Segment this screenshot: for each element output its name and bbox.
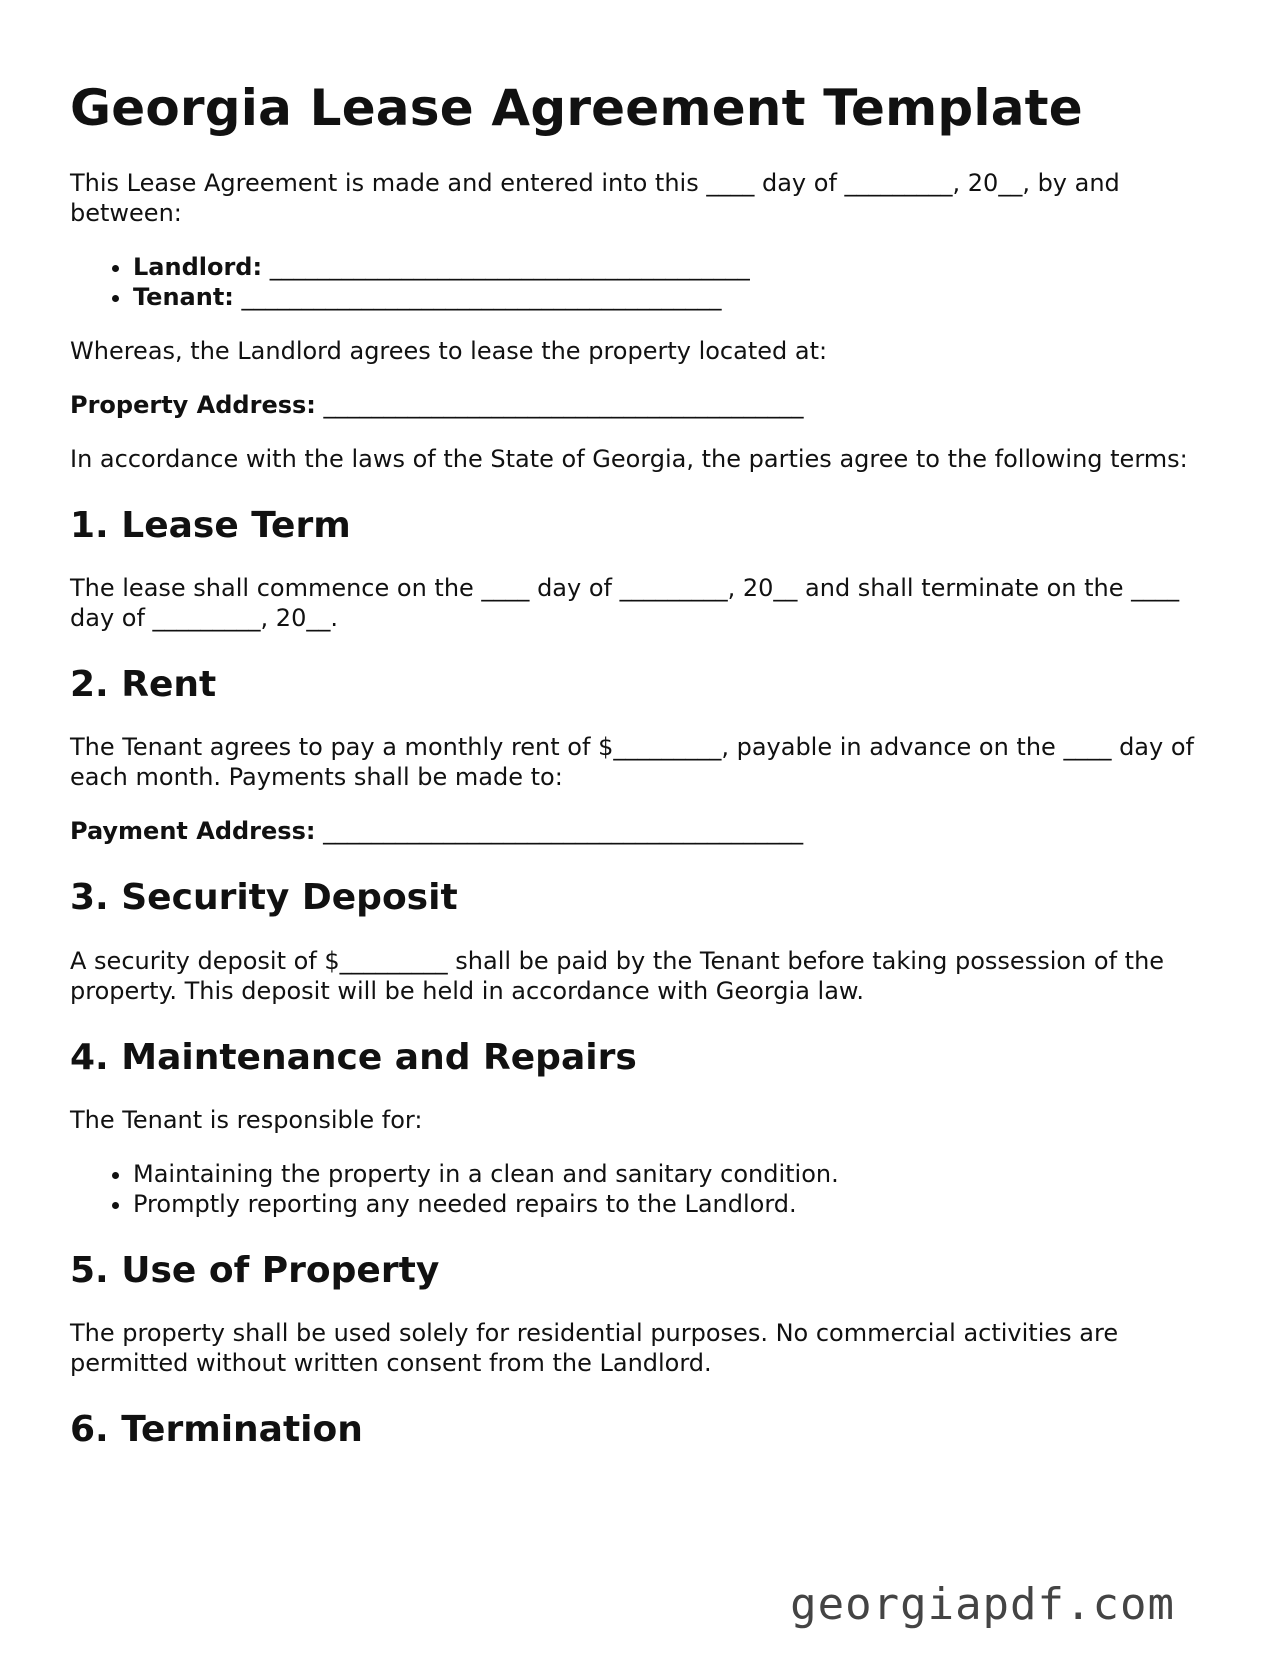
party-label: Tenant:: [133, 283, 234, 311]
party-landlord: [133, 252, 1220, 282]
rent-paragraph: The Tenant agrees to pay a monthly rent of $_________, payable in advance on the ____ day of each month. Payments shall be made to:: [70, 733, 1194, 792]
payment-address-label: Payment Address:: [70, 817, 316, 846]
use-of-property-paragraph: The property shall be used solely for residential purposes. No commercial activities are permitted without written consent from the Landlord.: [70, 1318, 1119, 1377]
section-heading-termination: 6. Termination: [70, 1408, 363, 1450]
lease-term-paragraph: The lease shall commence on the ____ day of _________, 20__ and shall terminate on the ____ day of _________, 20__.: [70, 574, 1180, 633]
section-heading-rent: 2. Rent: [70, 664, 217, 706]
maintenance-paragraph: The Tenant is responsible for:: [70, 1105, 423, 1134]
parties-list: [70, 252, 1220, 312]
security-deposit-paragraph: A security deposit of $_________ shall be paid by the Tenant before taking possession of the property. This deposit will be held in accordance with Georgia law.: [70, 946, 1165, 1005]
property-address-blank: ________________________________________: [323, 391, 804, 419]
intro-paragraph: This Lease Agreement is made and entered into this ____ day of _________, 20__, by and between:: [70, 169, 1120, 227]
whereas-paragraph: Whereas, the Landlord agrees to lease the property located at:: [70, 337, 828, 365]
document-title: Georgia Lease Agreement Template: [70, 79, 1083, 137]
document-page: [70, 78, 1220, 1477]
property-address-label: Property Address:: [70, 391, 316, 419]
party-blank: ________________________________________: [269, 253, 750, 281]
payment-address-line: [70, 816, 1220, 846]
maintenance-list: [70, 1159, 1220, 1219]
section-heading-security-deposit: 3. Security Deposit: [70, 877, 458, 919]
list-item: • Promptly reporting any needed repairs to the Landlord.: [133, 1189, 1220, 1219]
section-heading-use-of-property: 5. Use of Property: [70, 1249, 440, 1291]
property-address-line: [70, 390, 1220, 420]
section-heading-maintenance: 4. Maintenance and Repairs: [70, 1036, 637, 1078]
watermark: georgiapdf.com: [790, 1579, 1175, 1630]
payment-address-blank: ________________________________________: [323, 817, 804, 846]
party-blank: ________________________________________: [241, 283, 722, 311]
list-item: • Maintaining the property in a clean and sanitary condition.: [133, 1159, 1220, 1189]
section-heading-lease-term: 1. Lease Term: [70, 505, 351, 546]
party-tenant: [133, 282, 1220, 312]
accordance-paragraph: In accordance with the laws of the State of Georgia, the parties agree to the following terms:: [70, 445, 1188, 473]
party-label: Landlord:: [133, 253, 263, 281]
